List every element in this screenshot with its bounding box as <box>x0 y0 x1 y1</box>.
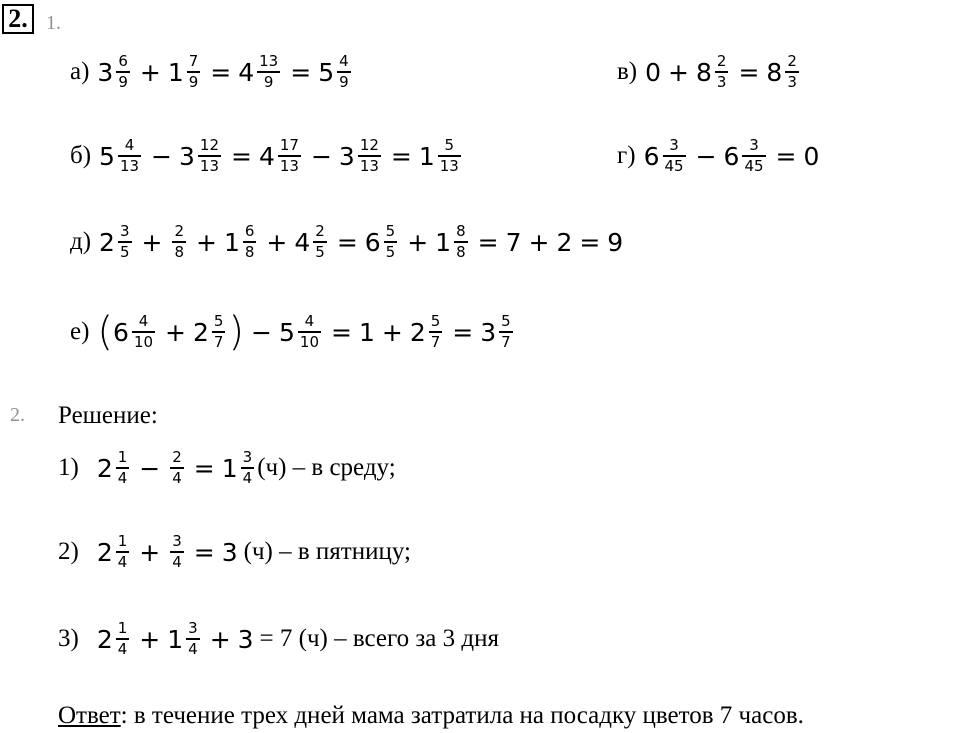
whole: 2 <box>409 317 426 347</box>
fraction <box>241 448 255 487</box>
whole: 2 <box>96 453 113 483</box>
fraction <box>499 312 513 351</box>
fraction <box>170 448 184 487</box>
fraction <box>170 532 184 571</box>
label-b: б) <box>70 142 92 169</box>
fraction <box>438 136 461 175</box>
numerator: 12 <box>359 136 379 155</box>
label-g: г) <box>617 142 636 169</box>
numerator: 4 <box>304 312 315 331</box>
numerator: 4 <box>124 136 135 155</box>
answer-label: Ответ <box>58 702 121 729</box>
denominator: 4 <box>117 468 128 487</box>
fraction <box>715 52 729 91</box>
numerator: 13 <box>259 52 279 71</box>
whole: 2 <box>192 317 209 347</box>
label-d: д) <box>70 228 92 255</box>
numerator: 1 <box>117 532 128 551</box>
numerator: 3 <box>172 532 182 551</box>
denominator: 7 <box>501 332 511 351</box>
whole: 6 <box>643 141 660 171</box>
denominator: 45 <box>744 156 764 175</box>
fraction <box>187 52 201 91</box>
whole: 3 <box>97 57 114 87</box>
denominator: 4 <box>172 552 182 571</box>
subtask-number-1: 1. <box>46 12 61 34</box>
whole: 4 <box>294 227 311 257</box>
equation-g: г) 6 $\frac{3}{45}$ − 6 $\frac{3}{45}$ = 0 <box>617 136 820 175</box>
denominator: 4 <box>117 552 128 571</box>
whole: 6 <box>723 141 740 171</box>
result: 0 <box>803 141 820 171</box>
numerator: 17 <box>279 136 299 155</box>
whole: 5 <box>279 317 295 347</box>
whole: 0 <box>645 57 662 87</box>
fraction <box>429 312 443 351</box>
whole: 6 <box>113 317 129 347</box>
fraction <box>663 136 686 175</box>
fraction <box>785 52 799 91</box>
whole: 5 <box>99 141 115 171</box>
fraction <box>116 448 130 487</box>
denominator: 9 <box>188 72 199 91</box>
fraction <box>243 222 257 261</box>
answer-text: : в течение трех дней мама затратила на посадку цветов 7 часов. <box>120 702 804 729</box>
label-v: в) <box>617 58 638 85</box>
numerator: 7 <box>188 52 199 71</box>
step-text: (ч) – в среду; <box>257 454 396 481</box>
denominator: 9 <box>339 72 349 91</box>
numerator: 2 <box>716 52 727 71</box>
denominator: 13 <box>359 156 379 175</box>
equation-e: е) ( 6 $\frac{4}{10}$ + 2 $\frac{5}{7}$ ) − 5 $\frac{4}{10}$ = 1 + 2 $\frac{5}{7}$ = 3 $\frac{5}{7}$ <box>70 309 511 355</box>
denominator: 7 <box>430 332 441 351</box>
numerator: 2 <box>787 52 797 71</box>
step-text: (ч) – в пятницу; <box>243 538 411 565</box>
equation-b: б) 5 $\frac{4}{13}$ − 3 $\frac{12}{13}$ = 4 $\frac{17}{13}$ − 3 $\frac{12}{13}$ = 1 $\frac{5}{13}$ <box>70 136 459 175</box>
whole: 4 <box>258 141 275 171</box>
numerator: 6 <box>118 52 128 71</box>
numerator: 6 <box>244 222 255 241</box>
fraction <box>118 222 132 261</box>
fraction <box>257 52 280 91</box>
fraction <box>384 222 398 261</box>
numerator: 5 <box>444 136 455 155</box>
whole: 1 <box>435 227 452 257</box>
whole: 8 <box>696 57 712 87</box>
label-a: а) <box>70 58 90 85</box>
numerator: 4 <box>138 312 149 331</box>
whole: 1 <box>221 453 238 483</box>
denominator: 5 <box>119 242 130 261</box>
fraction <box>358 136 381 175</box>
denominator: 13 <box>279 156 299 175</box>
result: 1 <box>358 317 375 347</box>
result: 9 <box>607 227 624 257</box>
whole: 2 <box>96 537 113 567</box>
denominator: 9 <box>263 72 274 91</box>
denominator: 7 <box>213 332 224 351</box>
result: 3 <box>221 537 238 567</box>
numerator: 5 <box>385 222 396 241</box>
solution-step-1: 1) 2 $\frac{1}{4}$ − $\frac{2}{4}$ = 1 $\frac{3}{4}$ (ч) – в среду; <box>58 448 396 487</box>
step-label: 2) <box>58 538 79 565</box>
denominator: 13 <box>119 156 140 175</box>
whole: 2 <box>99 227 115 257</box>
denominator: 5 <box>315 242 325 261</box>
step-label: 3) <box>58 625 79 652</box>
fraction <box>116 619 130 658</box>
numerator: 2 <box>172 448 182 467</box>
denominator: 4 <box>188 639 198 658</box>
fraction <box>278 136 301 175</box>
result: 2 <box>556 227 573 257</box>
denominator: 13 <box>439 156 459 175</box>
whole: 2 <box>96 624 113 654</box>
whole: 4 <box>238 57 255 87</box>
denominator: 8 <box>174 242 184 261</box>
whole: 3 <box>480 317 497 347</box>
numerator: 1 <box>117 448 128 467</box>
whole: 3 <box>338 141 355 171</box>
denominator: 9 <box>118 72 128 91</box>
numerator: 2 <box>174 222 184 241</box>
denominator: 8 <box>244 242 255 261</box>
fraction <box>198 136 221 175</box>
numerator: 3 <box>669 136 679 155</box>
fraction <box>172 222 186 261</box>
denominator: 4 <box>172 468 182 487</box>
whole: 1 <box>418 141 435 171</box>
solution-step-2: 2) 2 $\frac{1}{4}$ + $\frac{3}{4}$ = 3 (ч) – в пятницу; <box>58 532 411 571</box>
fraction <box>742 136 765 175</box>
denominator: 4 <box>242 468 253 487</box>
step-label: 1) <box>58 454 79 481</box>
denominator: 13 <box>199 156 219 175</box>
fraction <box>212 312 226 351</box>
numerator: 4 <box>339 52 349 71</box>
numerator: 12 <box>199 136 219 155</box>
denominator: 3 <box>716 72 727 91</box>
fraction <box>118 136 141 175</box>
numerator: 5 <box>430 312 441 331</box>
numerator: 3 <box>188 619 198 638</box>
label-e: е) <box>70 318 90 345</box>
denominator: 45 <box>664 156 684 175</box>
fraction <box>313 222 327 261</box>
numerator: 3 <box>749 136 759 155</box>
fraction <box>454 222 468 261</box>
numerator: 1 <box>117 619 128 638</box>
numerator: 3 <box>119 222 130 241</box>
fraction <box>186 619 200 658</box>
fraction <box>116 52 130 91</box>
fraction <box>298 312 321 351</box>
numerator: 2 <box>315 222 325 241</box>
equation-d: д) 2 $\frac{3}{5}$ + $\frac{2}{8}$ + 1 $\frac{6}{8}$ + 4 $\frac{2}{5}$ = 6 $\frac{5}{5}$ + 1 $\frac{8}{8}$ = 7 + 2 = 9 <box>70 222 624 261</box>
whole: 1 <box>167 57 184 87</box>
fraction <box>116 532 130 571</box>
solution-title: Решение: <box>58 402 158 429</box>
whole: 6 <box>364 227 381 257</box>
denominator: 10 <box>133 332 154 351</box>
step-text: = 7 (ч) – всего за 3 дня <box>259 625 499 652</box>
numerator: 8 <box>456 222 466 241</box>
whole: 1 <box>167 624 184 654</box>
fraction <box>132 312 155 351</box>
numerator: 3 <box>242 448 253 467</box>
denominator: 5 <box>385 242 396 261</box>
equation-a: а) 3 $\frac{6}{9}$ + 1 $\frac{7}{9}$ = 4 $\frac{13}{9}$ = 5 $\frac{4}{9}$ <box>70 52 349 91</box>
numerator: 5 <box>501 312 511 331</box>
denominator: 10 <box>299 332 319 351</box>
denominator: 3 <box>787 72 797 91</box>
whole: 8 <box>766 57 783 87</box>
subtask-number-2: 2. <box>10 404 25 426</box>
whole: 1 <box>223 227 240 257</box>
task-number-badge: 2. <box>2 4 34 34</box>
whole: 3 <box>179 141 195 171</box>
denominator: 4 <box>117 639 128 658</box>
equation-v: в) 0 + 8 $\frac{2}{3}$ = 8 $\frac{2}{3}$ <box>617 52 797 91</box>
numerator: 5 <box>213 312 224 331</box>
solution-step-3: 3) 2 $\frac{1}{4}$ + 1 $\frac{3}{4}$ + 3 = 7 (ч) – всего за 3 дня <box>58 619 499 658</box>
whole: 5 <box>318 57 335 87</box>
result: 3 <box>237 624 254 654</box>
fraction <box>337 52 351 91</box>
denominator: 8 <box>456 242 466 261</box>
answer-line <box>58 702 804 730</box>
result: 7 <box>505 227 522 257</box>
